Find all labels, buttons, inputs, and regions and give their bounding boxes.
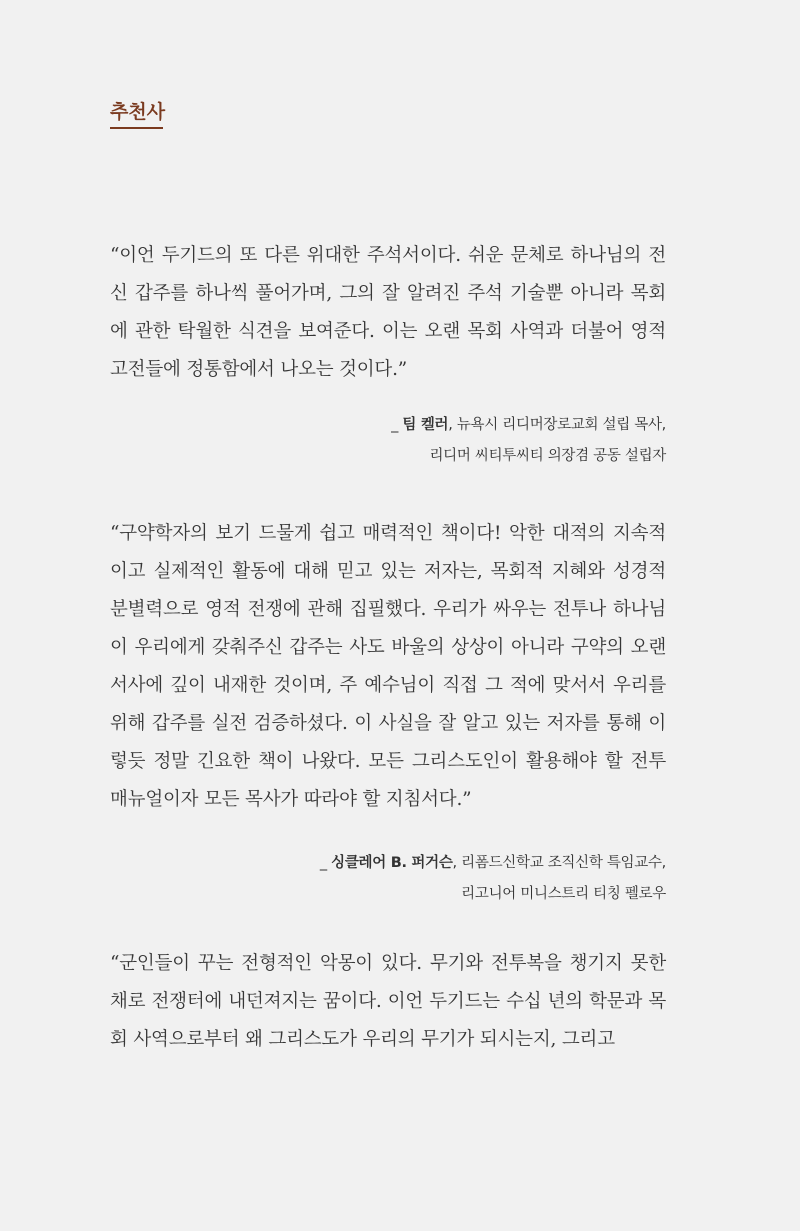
endorsement-attribution-1 [110,410,666,472]
endorsement-quote-3: “군인들이 꾸는 전형적인 악몽이 있다. 무기와 전투복을 챙기지 못한 채로 전쟁터에 내던져지는 꿈이다. 이언 두기드는 수십 년의 학문과 목회 사역으로부터 왜 그리스도가 우리의 무기가 되시는지, 그리고 [110,953,666,1050]
endorser-role-line1: , 리폼드신학교 조직신학 특임교수, [452,855,666,871]
section-title: 추천사 [110,101,166,123]
endorsements-page [110,0,666,1231]
endorsement-attribution-2 [110,848,666,910]
endorsement-quote-2: “구약학자의 보기 드물게 쉽고 매력적인 책이다! 악한 대적의 지속적이고 실제적인 활동에 대해 믿고 있는 저자는, 목회적 지혜와 성경적 분별력으로 영적 전쟁에 관해 집필했다. 우리가 싸우는 전투나 하나님이 우리에게 갖춰주신 갑주는 사도 바울의 상상이 아니라 구약의 오랜 서사에 깊이 내재한 것이며, 주 예수님이 직접 그 적에 맞서서 우리를 위해 갑주를 실전 검증하셨다. 이 사실을 잘 알고 있는 저자를 통해 이렇듯 정말 긴요한 책이 나왔다. 모든 그리스도인이 활용해야 할 전투 매뉴얼이자 모든 목사가 따라야 할 지침서다.” [110,523,666,810]
endorser-role-line1: , 뉴욕시 리디머장로교회 설립 목사, [448,417,666,433]
endorser-role-line2: 리고니어 미니스트리 티칭 펠로우 [461,886,666,902]
attribution-dash: _ [391,417,399,433]
endorsement-quote-1: “이언 두기드의 또 다른 위대한 주석서이다. 쉬운 문체로 하나님의 전신 갑주를 하나씩 풀어가며, 그의 잘 알려진 주석 기술뿐 아니라 목회에 관한 탁월한 식견을 보여준다. 이는 오랜 목회 사역과 더불어 영적 고전들에 정통함에서 나오는 것이다.” [110,245,666,380]
endorser-name: 팀 켈러 [402,417,449,433]
endorser-name: 싱클레어 B. 퍼거슨 [331,855,453,871]
attribution-dash: _ [319,855,327,871]
title-underline [110,127,163,129]
endorser-role-line2: 리디머 씨티투씨티 의장겸 공동 설립자 [429,448,666,464]
